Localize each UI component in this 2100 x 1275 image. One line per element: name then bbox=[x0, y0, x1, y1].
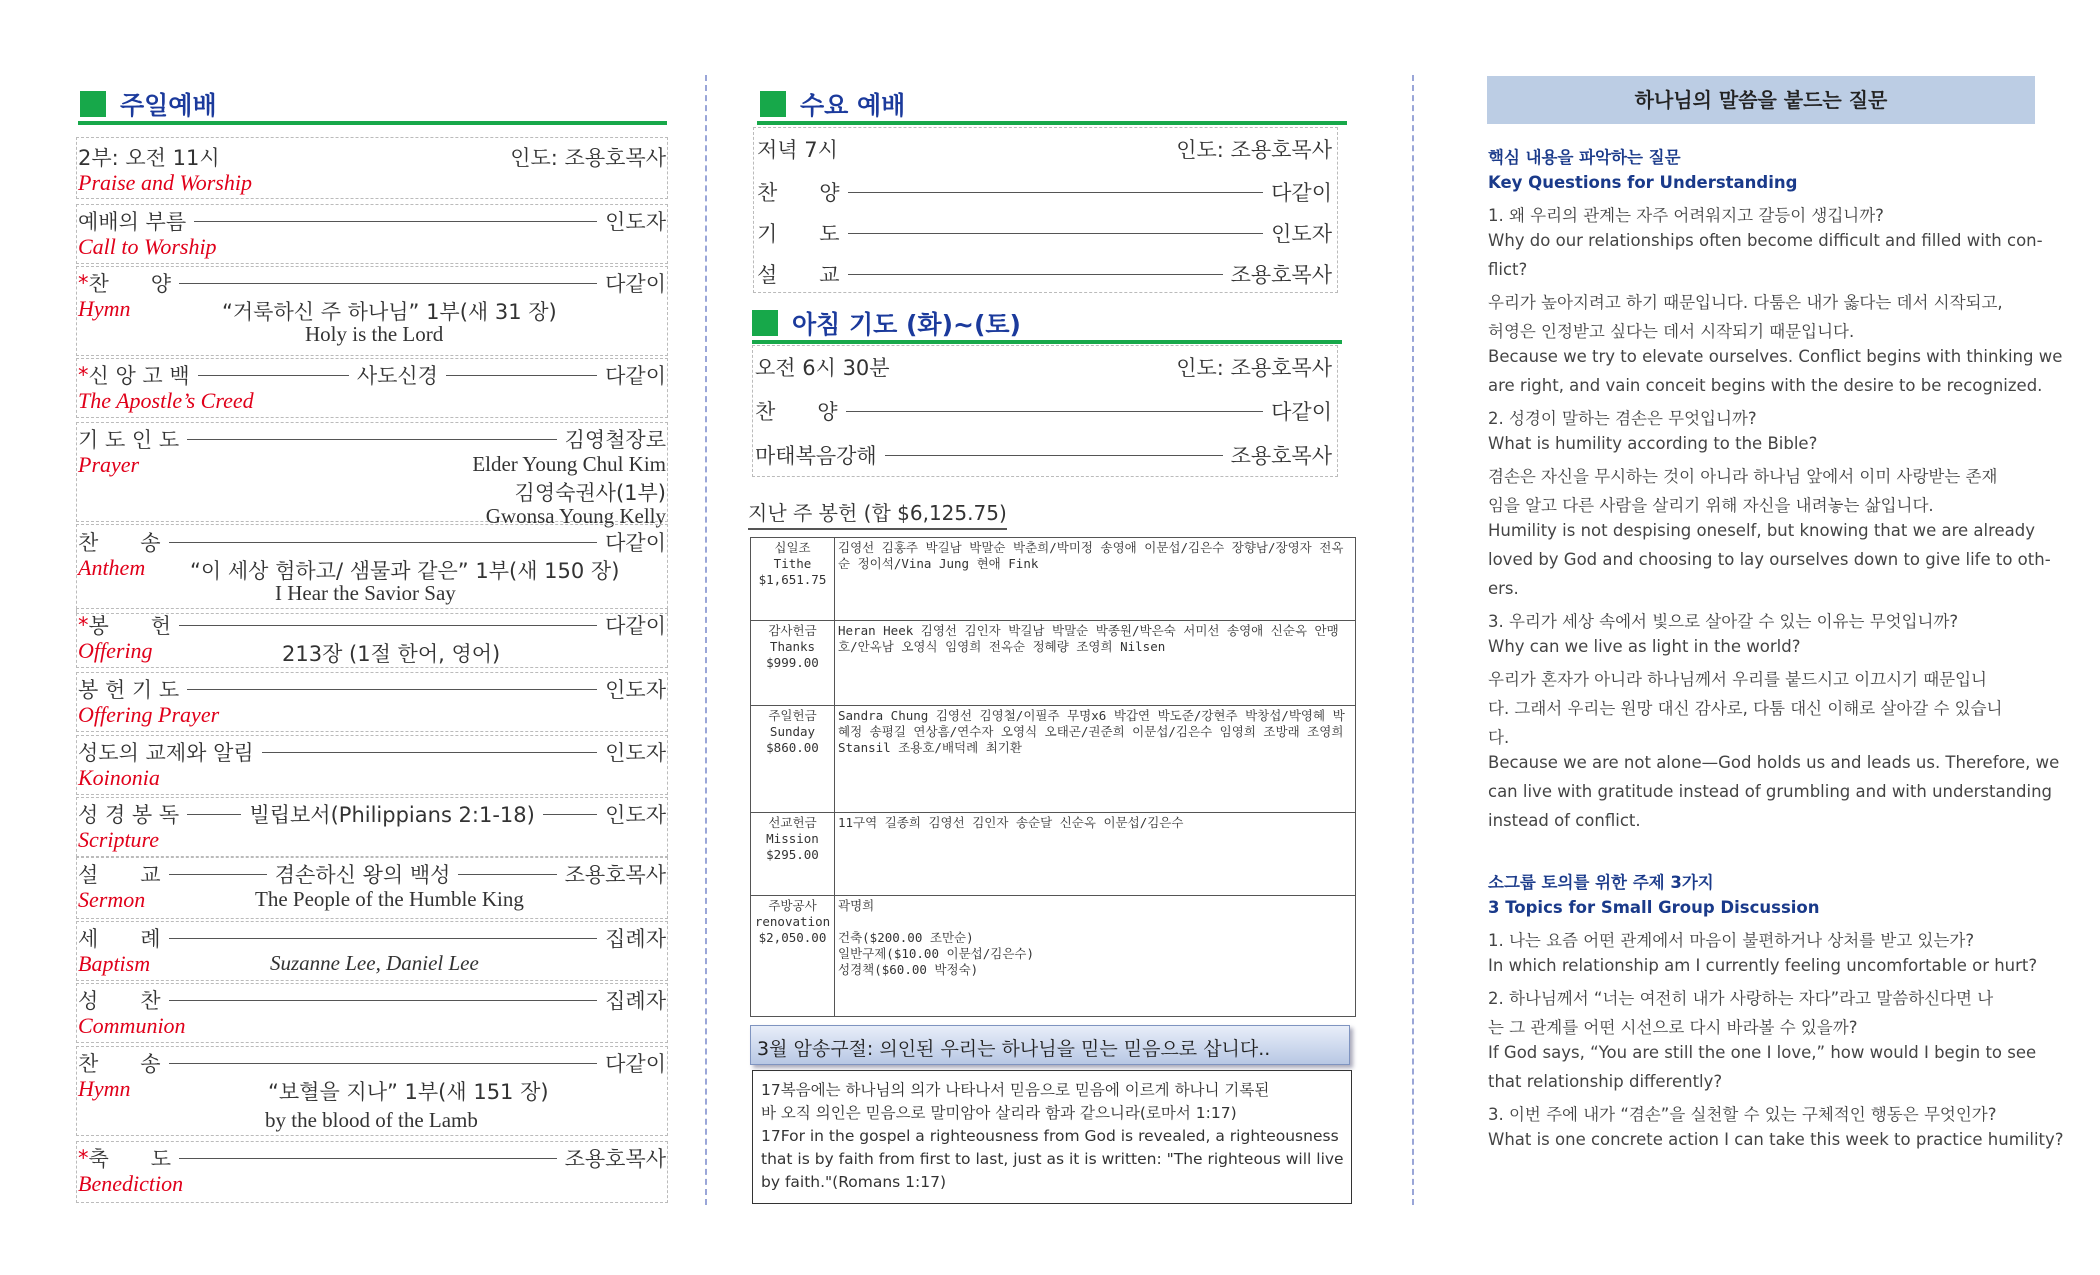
question-line: 겸손은 자신을 무시하는 것이 아니라 하나님 앞에서 이미 사랑받는 존재 bbox=[1488, 467, 1998, 486]
leader-line bbox=[885, 455, 1223, 456]
item-label: 찬 양 bbox=[755, 400, 838, 424]
question-line: 3. 이번 주에 내가 “겸손”을 실천할 수 있는 구체적인 행동은 무엇인가? bbox=[1488, 1105, 1997, 1124]
leader-line bbox=[848, 233, 1264, 234]
question-line: 2. 성경이 말하는 겸손은 무엇입니까? bbox=[1488, 409, 1757, 428]
list-row bbox=[757, 218, 1332, 248]
leader-line bbox=[179, 283, 597, 284]
item-detail: 빌립보서(Philippians 2:1-18) bbox=[249, 803, 535, 827]
question-line: Because we try to elevate ourselves. Conflict begins with thinking we bbox=[1488, 347, 2063, 366]
offering-category bbox=[751, 706, 835, 813]
question-line: What is one concrete action I can take this week to practice humility? bbox=[1488, 1130, 2064, 1149]
list-row bbox=[755, 440, 1332, 470]
question-line: Humility is not despising oneself, but knowing that we are already bbox=[1488, 521, 2036, 540]
item-leader: 인도자 bbox=[605, 210, 666, 234]
question-line: 1. 왜 우리의 관계는 자주 어려워지고 갈등이 생깁니까? bbox=[1488, 206, 1884, 225]
item-label: 찬 송 bbox=[78, 1052, 161, 1076]
section-underline bbox=[752, 340, 1342, 344]
list-row bbox=[78, 737, 666, 767]
offering-row bbox=[751, 706, 1356, 813]
leader-line bbox=[848, 192, 1264, 193]
leader-line bbox=[262, 752, 598, 753]
leader-line bbox=[543, 814, 597, 815]
offering-names bbox=[835, 538, 1356, 621]
item-detail-english: Elder Young Chul Kim bbox=[472, 452, 666, 476]
section-underline bbox=[78, 121, 667, 125]
list-row bbox=[78, 360, 666, 390]
offering-amt: $295.00 bbox=[766, 847, 819, 862]
service-time: 2부: 오전 11시 bbox=[78, 146, 220, 170]
leader-line bbox=[458, 874, 556, 875]
section-heading: 소그룹 토의를 위한 주제 3가지 bbox=[1488, 873, 1714, 892]
english-label: Benediction bbox=[78, 1171, 184, 1196]
item-detail: 213장 (1절 한어, 영어) bbox=[282, 642, 501, 666]
item-detail: 김영숙권사(1부) bbox=[514, 481, 666, 505]
question-line: ers. bbox=[1488, 579, 1519, 598]
required-star: * bbox=[78, 613, 89, 637]
question-line: are right, and vain conceit begins with the desire to be recognized. bbox=[1488, 376, 2043, 395]
item-detail-english: The People of the Humble King bbox=[255, 887, 524, 911]
item-leader: 조용호목사 bbox=[564, 863, 666, 887]
offering-names bbox=[835, 813, 1356, 896]
english-label: Call to Worship bbox=[78, 234, 217, 259]
offering-names bbox=[835, 706, 1356, 813]
sunday-service-title: 주일예배 bbox=[80, 86, 217, 122]
item-leader: 김영철장로 bbox=[564, 428, 666, 452]
offering-extra: 건축($200.00 조만순) bbox=[838, 930, 974, 945]
verse-line: 17복음에는 하나님의 의가 나타나서 믿음으로 믿음에 이르게 하나니 기록된 bbox=[761, 1081, 1270, 1099]
question-line: 3. 우리가 세상 속에서 빛으로 살아갈 수 있는 이유는 무엇입니까? bbox=[1488, 612, 1959, 631]
english-label: Offering bbox=[78, 638, 153, 663]
question-line: What is humility according to the Bible? bbox=[1488, 434, 1818, 453]
offering-names bbox=[835, 896, 1356, 1017]
list-row bbox=[78, 206, 666, 236]
list-row bbox=[757, 177, 1332, 207]
green-square-icon bbox=[752, 310, 778, 336]
item-leader: 다같이 bbox=[605, 531, 666, 555]
memory-verse-box bbox=[752, 1070, 1352, 1204]
offering-amt: $1,651.75 bbox=[758, 572, 827, 587]
leader-line bbox=[187, 439, 556, 440]
item-leader: 조용호목사 bbox=[1230, 263, 1332, 287]
offering-amt: $860.00 bbox=[766, 740, 819, 755]
offering-en: Sunday bbox=[769, 724, 816, 739]
question-line: can live with gratitude instead of grumbling and with understanding bbox=[1488, 782, 2053, 801]
offering-category bbox=[751, 621, 835, 706]
offering-en: Tithe bbox=[773, 556, 812, 571]
offering-ko: 주일헌금 bbox=[768, 708, 817, 723]
item-leader: 다같이 bbox=[605, 1052, 666, 1076]
offering-row bbox=[751, 538, 1356, 621]
offering-extra: 성경책($60.00 박정숙) bbox=[838, 962, 979, 977]
item-detail-english: I Hear the Savior Say bbox=[275, 581, 456, 605]
item-label: 축 도 bbox=[88, 1147, 172, 1171]
service-time: 저녁 7시 bbox=[757, 138, 838, 162]
leader-line bbox=[169, 938, 598, 939]
question-line: loved by God and choosing to lay ourselves down to give life to oth- bbox=[1488, 550, 2051, 569]
offering-category bbox=[751, 538, 835, 621]
service-time-row bbox=[757, 134, 1332, 164]
offering-names bbox=[835, 621, 1356, 706]
english-label: Offering Prayer bbox=[78, 702, 220, 727]
list-row bbox=[78, 674, 666, 704]
question-line: Because we are not alone—God holds us and leads us. Therefore, we bbox=[1488, 753, 2060, 772]
item-leader: 인도자 bbox=[605, 678, 666, 702]
item-detail: 겸손하신 왕의 백성 bbox=[274, 863, 451, 887]
list-row bbox=[755, 396, 1332, 426]
verse-line: that is by faith from first to last, just as it is written: "The righteous will live bbox=[761, 1150, 1344, 1168]
questions-header: 하나님의 말씀을 붙드는 질문 bbox=[1487, 76, 2035, 124]
leader-line bbox=[194, 221, 597, 222]
leader-line bbox=[179, 625, 597, 626]
question-line: 임을 알고 다른 사람을 살리기 위해 자신을 내려놓는 삶입니다. bbox=[1488, 496, 1934, 515]
service-leader: 인도: 조용호목사 bbox=[1176, 356, 1332, 380]
item-detail: “거룩하신 주 하나님” 1부(새 31 장) bbox=[222, 300, 557, 324]
item-label: 기 도 bbox=[757, 222, 840, 246]
english-label: Scripture bbox=[78, 827, 160, 852]
offering-row bbox=[751, 813, 1356, 896]
question-line: Why can we live as light in the world? bbox=[1488, 637, 1801, 656]
offering-ko: 주방공사 bbox=[768, 898, 817, 913]
required-star: * bbox=[78, 271, 89, 295]
list-row bbox=[78, 527, 666, 557]
item-label: 세 례 bbox=[78, 927, 161, 951]
question-line: 는 그 관계를 어떤 시선으로 다시 바라볼 수 있을까? bbox=[1488, 1018, 1858, 1037]
section-heading: Key Questions for Understanding bbox=[1488, 173, 1798, 192]
item-label: 기 도 인 도 bbox=[78, 428, 180, 452]
offering-title: 지난 주 봉헌 (합 $6,125.75) bbox=[748, 497, 1007, 530]
question-line: Why do our relationships often become difficult and filled with con- bbox=[1488, 231, 2043, 250]
column-divider bbox=[1412, 75, 1414, 1205]
offering-amt: $999.00 bbox=[766, 655, 819, 670]
item-label: 찬 양 bbox=[757, 181, 840, 205]
english-label: Hymn bbox=[78, 1076, 131, 1101]
verse-line: 바 오직 의인은 믿음으로 말미암아 살리라 함과 같으니라(로마서 1:17) bbox=[761, 1104, 1237, 1122]
item-leader: 다같이 bbox=[605, 272, 666, 296]
item-label: 봉 헌 기 도 bbox=[78, 678, 180, 702]
leader-line bbox=[187, 814, 241, 815]
item-leader: 인도자 bbox=[605, 741, 666, 765]
item-leader: 다같이 bbox=[605, 364, 666, 388]
section-heading: 3 Topics for Small Group Discussion bbox=[1488, 898, 1820, 917]
offering-ko: 감사헌금 bbox=[768, 623, 817, 638]
service-time-row bbox=[755, 352, 1332, 382]
leader-line bbox=[446, 375, 597, 376]
offering-table bbox=[750, 537, 1356, 1017]
offering-name-list: 곽명희 bbox=[838, 898, 875, 913]
english-label: Koinonia bbox=[78, 765, 160, 790]
section-heading: 핵심 내용을 파악하는 질문 bbox=[1488, 148, 1681, 167]
item-label: 신 앙 고 백 bbox=[88, 364, 190, 388]
service-leader: 인도: 조용호목사 bbox=[510, 146, 666, 170]
list-row bbox=[78, 610, 666, 640]
section-underline bbox=[757, 121, 1347, 125]
item-leader: 조용호목사 bbox=[564, 1147, 666, 1171]
item-leader: 다같이 bbox=[1271, 400, 1332, 424]
required-star: * bbox=[78, 1146, 89, 1170]
leader-line bbox=[169, 1063, 598, 1064]
item-detail: 사도신경 bbox=[356, 364, 438, 388]
list-row bbox=[78, 923, 666, 953]
item-leader: 인도자 bbox=[605, 803, 666, 827]
memory-verse-title: 3월 암송구절: 의인된 우리는 하나님을 믿는 믿음으로 삽니다.. bbox=[750, 1025, 1350, 1065]
question-line: 우리가 높아지려고 하기 때문입니다. 다툼은 내가 옳다는 데서 시작되고, bbox=[1488, 293, 2003, 312]
leader-line bbox=[198, 375, 349, 376]
list-row bbox=[78, 799, 666, 829]
item-leader: 집례자 bbox=[605, 927, 666, 951]
english-label: Hymn bbox=[78, 296, 131, 321]
english-label: Anthem bbox=[78, 555, 146, 580]
service-time-row bbox=[78, 142, 666, 172]
offering-amt: $2,050.00 bbox=[758, 930, 827, 945]
praise-label: Praise and Worship bbox=[78, 170, 252, 195]
offering-extra: 일반구제($10.00 이문섭/김은수) bbox=[838, 946, 1035, 961]
leader-line bbox=[179, 1158, 556, 1159]
item-label: 설 교 bbox=[757, 263, 840, 287]
list-row bbox=[757, 259, 1332, 289]
green-square-icon bbox=[80, 91, 106, 117]
verse-line: by faith."(Romans 1:17) bbox=[761, 1173, 947, 1191]
item-label: 예배의 부름 bbox=[78, 210, 187, 234]
list-row bbox=[78, 424, 666, 454]
list-row bbox=[78, 1048, 666, 1078]
verse-line: 17For in the gospel a righteousness from God is revealed, a righteousness bbox=[761, 1127, 1339, 1145]
offering-name-list: Heran Heek 김영선 김인자 박길남 박말순 박종원/박은숙 서미선 송영애 신순옥 안맹호/안옥남 오영식 임영희 전옥순 정혜량 조영희 Nilsen bbox=[838, 623, 1339, 654]
item-detail-english: Gwonsa Young Kelly bbox=[485, 504, 666, 528]
item-leader: 다같이 bbox=[1271, 181, 1332, 205]
question-line: that relationship differently? bbox=[1488, 1072, 1723, 1091]
question-line: 1. 나는 요즘 어떤 관계에서 마음이 불편하거나 상처를 받고 있는가? bbox=[1488, 931, 1975, 950]
offering-category bbox=[751, 813, 835, 896]
item-label: 찬 송 bbox=[78, 531, 161, 555]
leader-line bbox=[846, 411, 1264, 412]
english-label: Sermon bbox=[78, 887, 146, 912]
item-detail: “이 세상 험하고/ 샘물과 같은” 1부(새 150 장) bbox=[190, 559, 620, 583]
question-line: If God says, “You are still the one I love,” how would I begin to see bbox=[1488, 1043, 2037, 1062]
item-label: 성 경 봉 독 bbox=[78, 803, 180, 827]
leader-line bbox=[169, 542, 598, 543]
leader-line bbox=[848, 274, 1223, 275]
offering-name-list: Sandra Chung 김영선 김영철/이필주 무명x6 박갑연 박도준/강현주 박창섭/박영혜 박혜정 송평길 연상흠/연수자 오영식 오태곤/권준희 이문섭/김은수 임영희 조방래 조영희 Stansil 조용호/배덕례 최기환 bbox=[838, 708, 1345, 755]
english-label: Prayer bbox=[78, 452, 140, 477]
green-square-icon bbox=[760, 91, 786, 117]
list-row bbox=[78, 985, 666, 1015]
question-line: 허영은 인정받고 싶다는 데서 시작되기 때문입니다. bbox=[1488, 322, 1855, 341]
offering-en: renovation bbox=[754, 914, 831, 929]
service-time: 오전 6시 30분 bbox=[755, 356, 890, 380]
english-label: Communion bbox=[78, 1013, 186, 1038]
column-divider bbox=[705, 75, 707, 1205]
item-label: 설 교 bbox=[78, 863, 161, 887]
offering-row bbox=[751, 896, 1356, 1017]
offering-ko: 선교헌금 bbox=[768, 815, 817, 830]
morning-prayer-title: 아침 기도 (화)~(토) bbox=[752, 305, 1021, 341]
question-line: 다. 그래서 우리는 원망 대신 감사로, 다툼 대신 이해로 살아갈 수 있습니 bbox=[1488, 699, 2003, 718]
question-line: flict? bbox=[1488, 260, 1528, 279]
spacer bbox=[838, 914, 1352, 930]
question-line: In which relationship am I currently feeling uncomfortable or hurt? bbox=[1488, 956, 2038, 975]
item-detail-english: Holy is the Lord bbox=[305, 322, 444, 346]
offering-ko: 십일조 bbox=[774, 540, 811, 555]
item-detail-english: Suzanne Lee, Daniel Lee bbox=[270, 951, 479, 975]
list-row bbox=[78, 859, 666, 889]
item-label: 성도의 교제와 알림 bbox=[78, 741, 254, 765]
offering-row bbox=[751, 621, 1356, 706]
leader-line bbox=[169, 1000, 598, 1001]
item-label: 마태복음강해 bbox=[755, 444, 877, 468]
item-label: 성 찬 bbox=[78, 989, 161, 1013]
offering-en: Thanks bbox=[769, 639, 816, 654]
list-row bbox=[78, 268, 666, 298]
list-row bbox=[78, 1143, 666, 1173]
offering-name-list: 11구역 길종희 김영선 김인자 송순달 신순옥 이문섭/김은수 bbox=[838, 815, 1184, 830]
item-label: 찬 양 bbox=[88, 272, 172, 296]
offering-name-list: 김영선 김홍주 박길남 박말순 박춘희/박미정 송영애 이문섭/김은수 장향남/장영자 전옥순 정이석/Vina Jung 현애 Fink bbox=[838, 540, 1344, 571]
english-label: Baptism bbox=[78, 951, 151, 976]
item-detail-english: by the blood of the Lamb bbox=[265, 1108, 478, 1132]
item-detail: “보혈을 지나” 1부(새 151 장) bbox=[268, 1080, 549, 1104]
required-star: * bbox=[78, 363, 89, 387]
question-line: 다. bbox=[1488, 728, 1510, 747]
question-line: 2. 하나님께서 “너는 여전히 내가 사랑하는 자다”라고 말씀하신다면 나 bbox=[1488, 989, 1994, 1008]
question-line: instead of conflict. bbox=[1488, 811, 1641, 830]
offering-category bbox=[751, 896, 835, 1017]
leader-line bbox=[169, 874, 267, 875]
offering-en: Mission bbox=[766, 831, 819, 846]
item-leader: 다같이 bbox=[605, 614, 666, 638]
service-leader: 인도: 조용호목사 bbox=[1176, 138, 1332, 162]
leader-line bbox=[187, 689, 597, 690]
item-label: 봉 헌 bbox=[88, 614, 172, 638]
question-line: 우리가 혼자가 아니라 하나님께서 우리를 붙드시고 이끄시기 때문입니 bbox=[1488, 670, 1987, 689]
item-leader: 인도자 bbox=[1271, 222, 1332, 246]
item-leader: 조용호목사 bbox=[1230, 444, 1332, 468]
item-leader: 집례자 bbox=[605, 989, 666, 1013]
english-label: The Apostle’s Creed bbox=[78, 388, 254, 413]
wednesday-service-title: 수요 예배 bbox=[760, 86, 905, 122]
